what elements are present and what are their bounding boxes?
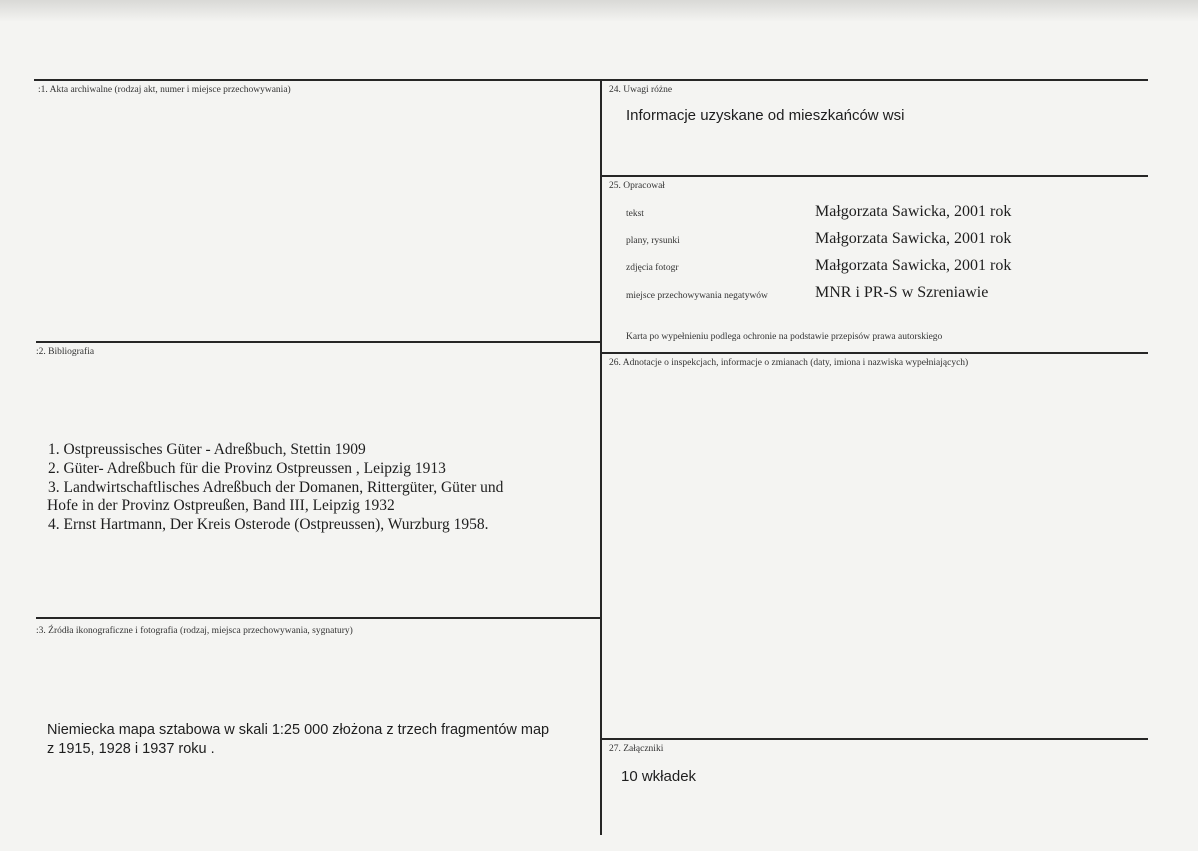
author-row-value: Małgorzata Sawicka, 2001 rok [815, 230, 1012, 247]
attachments-text: 10 wkładek [621, 768, 697, 785]
section-23-label: :3. Źródła ikonograficzne i fotografia (rodzaj, miejsca przechowywania, sygnatury) [36, 626, 353, 636]
bibliography-item: 2. Güter- Adreßbuch für die Provinz Ostpreussen , Leipzig 1913 [48, 459, 446, 477]
iconography-line-1: Niemiecka mapa sztabowa w skali 1:25 000 złożona z trzech fragmentów map [47, 722, 550, 738]
rule-s21-bottom [36, 341, 602, 343]
bibliography-item: 1. Ostpreussisches Güter - Adreßbuch, Stettin 1909 [48, 441, 366, 458]
rule-s26-bottom [602, 738, 1148, 740]
rule-s24-bottom [602, 175, 1148, 177]
author-row-value: Małgorzata Sawicka, 2001 rok [815, 203, 1012, 220]
author-row-key: plany, rysunki [626, 236, 680, 246]
rule-top-left [34, 79, 602, 81]
section-22-label: :2. Bibliografia [36, 347, 95, 357]
bibliography-item: 3. Landwirtschaftlisches Adreßbuch der Domanen, Rittergüter, Güter und [48, 478, 504, 496]
rule-s25-bottom [602, 352, 1148, 354]
rule-center-vertical [600, 79, 602, 835]
section-21-label: :1. Akta archiwalne (rodzaj akt, numer i miejsce przechowywania) [38, 85, 291, 95]
author-row-key: miejsce przechowywania negatywów [626, 291, 768, 301]
copyright-note: Karta po wypełnieniu podlega ochronie na podstawie przepisów prawa autorskiego [626, 332, 943, 342]
remarks-text: Informacje uzyskane od mieszkańców wsi [626, 107, 905, 124]
iconography-line-2: z 1915, 1928 i 1937 roku . [47, 741, 215, 757]
section-27-label: 27. Załączniki [609, 744, 664, 754]
section-26-label: 26. Adnotacje o inspekcjach, informacje o zmianach (daty, imiona i nazwiska wypełniających) [609, 358, 969, 368]
author-row-key: tekst [626, 209, 644, 219]
section-24-label: 24. Uwagi różne [609, 85, 673, 95]
author-row-key: zdjęcia fotogr [626, 263, 679, 273]
author-row-value: Małgorzata Sawicka, 2001 rok [815, 257, 1012, 274]
rule-top-right [602, 79, 1148, 81]
author-row-value: MNR i PR-S w Szreniawie [815, 284, 989, 301]
bibliography-item: Hofe in der Provinz Ostpreußen, Band III, Leipzig 1932 [47, 497, 395, 515]
bibliography-item: 4. Ernst Hartmann, Der Kreis Osterode (Ostpreussen), Wurzburg 1958. [48, 516, 489, 534]
section-25-label: 25. Opracował [609, 181, 665, 191]
rule-s22-bottom [36, 617, 602, 619]
scan-top-edge [0, 0, 1198, 22]
bibliography-list [48, 441, 503, 535]
